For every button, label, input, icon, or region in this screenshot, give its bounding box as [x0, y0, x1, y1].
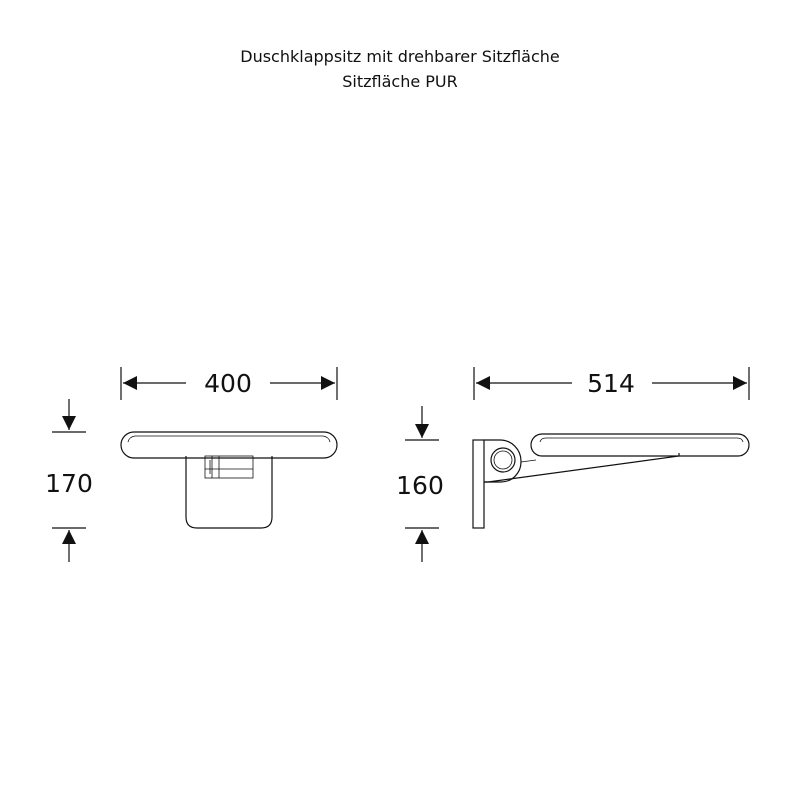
side-height-dimension [396, 406, 444, 562]
side-hinge [484, 440, 521, 482]
front-height-label: 170 [45, 469, 93, 498]
side-seat [531, 434, 749, 456]
front-seat-edge-line [128, 436, 330, 442]
side-width-label: 514 [587, 369, 635, 398]
side-wall-plate [473, 440, 484, 528]
side-hinge-pivot-inner [494, 451, 512, 469]
front-width-label: 400 [204, 369, 252, 398]
side-width-dimension [474, 367, 749, 400]
side-hinge-pivot-outer [491, 448, 515, 472]
front-view [45, 367, 337, 562]
title-line-1: Duschklappsitz mit drehbarer Sitzfläche [240, 47, 560, 66]
side-strut-joint [521, 460, 536, 462]
side-view [396, 367, 749, 562]
front-mounting-plate [186, 456, 272, 528]
front-height-dimension [45, 399, 93, 562]
side-seat-edge-line [540, 438, 743, 442]
side-seat-outline [531, 434, 749, 456]
front-width-dimension [121, 367, 337, 400]
front-plate-outline [186, 456, 272, 528]
front-seat [121, 432, 337, 458]
side-wall-plate-outline [473, 440, 484, 528]
side-height-label: 160 [396, 471, 444, 500]
title-line-2: Sitzfläche PUR [342, 72, 458, 91]
